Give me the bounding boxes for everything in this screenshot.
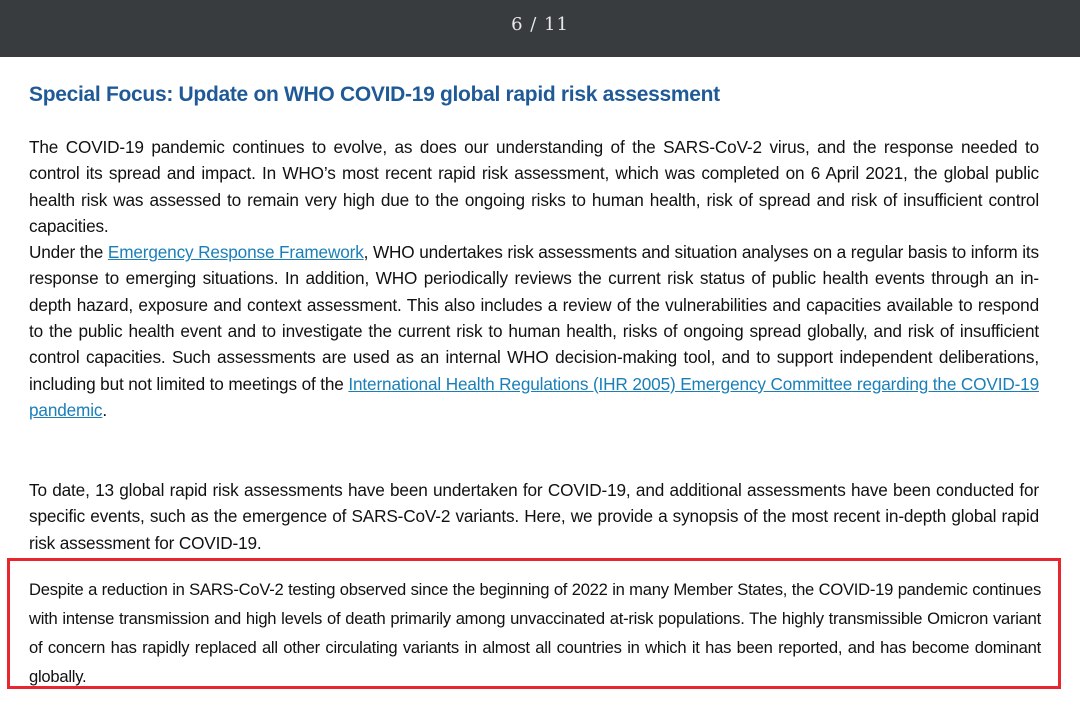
document-page [0,57,1080,707]
intro-text: The COVID-19 pandemic continues to evolve, as does our understanding of the SARS-CoV-2 virus, and the response needed to control its spread and impact. In WHO’s most recent rapid risk assessment, which was completed on 6 April 2021, the global public health risk was assessed to remain very high due to the ongoing risks to human health, risk of spread and risk of insufficient control capacities. [29,137,1039,236]
highlighted-paragraph: Despite a reduction in SARS-CoV-2 testing observed since the beginning of 2022 in many Member States, the COVID-19 pandemic continues with intense transmission and high levels of death primarily among unvaccinated at-risk populations. The highly transmissible Omicron variant of concern has rapidly replaced all other circulating variants in almost all countries in which it has been reported, and has become dominant globally. [29,580,1041,686]
pdf-viewer-toolbar [0,0,1080,57]
ihr-emergency-committee-link[interactable]: International Health Regulations (IHR 2005) Emergency Committee regarding the COVID-19 pandemic [29,373,1039,420]
section-title: Special Focus: Update on WHO COVID-19 global rapid risk assessment [29,83,720,106]
framework-suffix: . [102,399,107,420]
intro-paragraph [29,134,1039,423]
framework-prefix: Under the [29,242,108,263]
framework-body: , WHO undertakes risk assessments and situation analyses on a regular basis to inform its response to emerging situations. In addition, WHO periodically reviews the current risk status of public health events through an in-depth hazard, exposure and context assessment. This also includes a review of the vulnerabilities and capacities available to respond to the public health event and to investigate the current risk to human health, risks of ongoing spread globally, and risk of insufficient control capacities. Such assessments are used as an internal WHO decision-making tool, and to support independent deliberations, including but not limited to meetings of the [29,242,1039,394]
synopsis-paragraph: To date, 13 global rapid risk assessments have been undertaken for COVID-19, and additional assessments have been conducted for specific events, such as the emergence of SARS-CoV-2 variants. Here, we provide a synopsis of the most recent in-depth global rapid risk assessment for COVID-19. [29,480,1039,553]
page-indicator: 6 / 11 [511,14,569,35]
emergency-response-framework-link[interactable]: Emergency Response Framework [107,242,364,263]
